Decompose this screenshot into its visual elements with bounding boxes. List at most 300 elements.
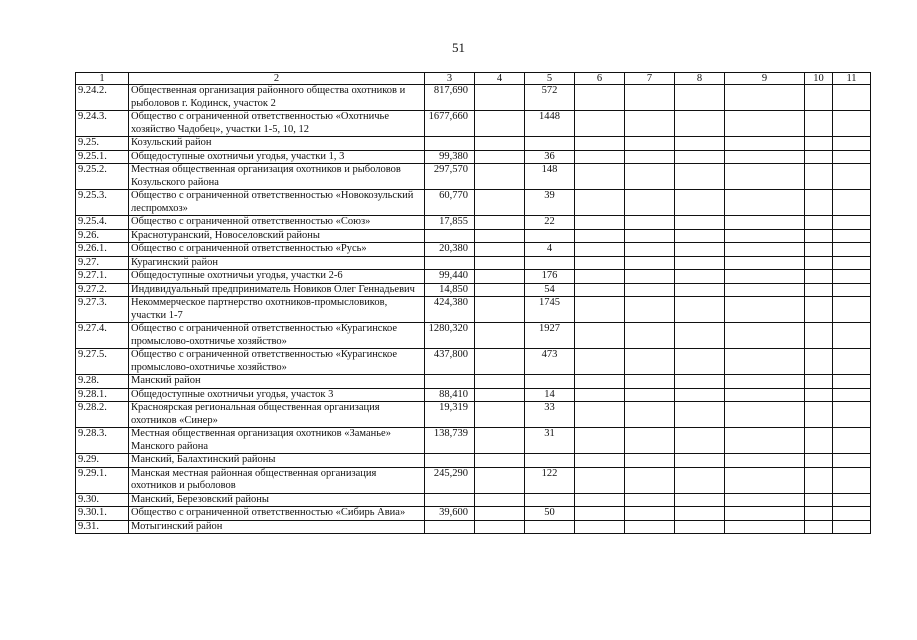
empty-cell xyxy=(725,375,805,389)
empty-cell xyxy=(833,375,871,389)
row-code-cell: 9.25. xyxy=(76,137,129,151)
row-count-cell xyxy=(525,137,575,151)
empty-cell xyxy=(575,137,625,151)
table-body xyxy=(76,85,871,534)
row-name-cell: Общество с ограниченной ответственностью «Курагинское промыслово-охотничье хозяйство» xyxy=(129,349,425,375)
empty-cell xyxy=(805,349,833,375)
row-count-cell: 50 xyxy=(525,507,575,521)
row-count-cell: 39 xyxy=(525,190,575,216)
empty-cell xyxy=(675,283,725,297)
row-name-cell: Общество с ограниченной ответственностью «Союз» xyxy=(129,216,425,230)
row-name-cell: Местная общественная организация охотников «Заманье» Манского района xyxy=(129,428,425,454)
column-header: 5 xyxy=(525,73,575,85)
row-name-cell: Общество с ограниченной ответственностью «Охотничье хозяйство Чадобец», участки 1-5, 10, 12 xyxy=(129,111,425,137)
empty-cell xyxy=(833,388,871,402)
row-code-cell: 9.30. xyxy=(76,493,129,507)
row-code-cell: 9.25.3. xyxy=(76,190,129,216)
empty-cell xyxy=(475,493,525,507)
empty-cell xyxy=(833,428,871,454)
empty-cell xyxy=(675,229,725,243)
empty-cell xyxy=(475,467,525,493)
empty-cell xyxy=(575,164,625,190)
empty-cell xyxy=(625,243,675,257)
row-count-cell: 1745 xyxy=(525,297,575,323)
empty-cell xyxy=(575,467,625,493)
row-count-cell xyxy=(525,493,575,507)
hunting-grounds-table xyxy=(75,72,871,534)
column-header: 9 xyxy=(725,73,805,85)
empty-cell xyxy=(805,375,833,389)
empty-cell xyxy=(833,216,871,230)
row-name-cell: Краснотуранский, Новоселовский районы xyxy=(129,229,425,243)
empty-cell xyxy=(805,243,833,257)
table-row xyxy=(76,375,871,389)
row-name-cell: Общедоступные охотничьи угодья, участки 2-6 xyxy=(129,270,425,284)
row-area-cell: 17,855 xyxy=(425,216,475,230)
empty-cell xyxy=(625,507,675,521)
table-row xyxy=(76,428,871,454)
table-row xyxy=(76,297,871,323)
empty-cell xyxy=(625,270,675,284)
row-code-cell: 9.27.2. xyxy=(76,283,129,297)
empty-cell xyxy=(725,428,805,454)
empty-cell xyxy=(575,520,625,534)
empty-cell xyxy=(625,111,675,137)
row-name-cell: Мотыгинский район xyxy=(129,520,425,534)
row-area-cell: 20,380 xyxy=(425,243,475,257)
table-row xyxy=(76,388,871,402)
empty-cell xyxy=(675,150,725,164)
empty-cell xyxy=(725,216,805,230)
empty-cell xyxy=(625,150,675,164)
empty-cell xyxy=(675,111,725,137)
row-count-cell: 31 xyxy=(525,428,575,454)
row-area-cell: 138,739 xyxy=(425,428,475,454)
header-row xyxy=(76,73,871,85)
row-code-cell: 9.27.1. xyxy=(76,270,129,284)
row-area-cell: 1677,660 xyxy=(425,111,475,137)
empty-cell xyxy=(625,229,675,243)
empty-cell xyxy=(833,270,871,284)
table-row xyxy=(76,85,871,111)
row-count-cell xyxy=(525,520,575,534)
empty-cell xyxy=(475,375,525,389)
empty-cell xyxy=(475,229,525,243)
column-header: 4 xyxy=(475,73,525,85)
empty-cell xyxy=(625,428,675,454)
empty-cell xyxy=(833,402,871,428)
row-name-cell: Индивидуальный предприниматель Новиков Олег Геннадьевич xyxy=(129,283,425,297)
row-code-cell: 9.29. xyxy=(76,454,129,468)
row-code-cell: 9.30.1. xyxy=(76,507,129,521)
empty-cell xyxy=(725,164,805,190)
empty-cell xyxy=(833,164,871,190)
empty-cell xyxy=(575,229,625,243)
row-name-cell: Манский район xyxy=(129,375,425,389)
table-row xyxy=(76,150,871,164)
table-row xyxy=(76,229,871,243)
empty-cell xyxy=(625,493,675,507)
empty-cell xyxy=(625,467,675,493)
empty-cell xyxy=(805,85,833,111)
empty-cell xyxy=(625,256,675,270)
empty-cell xyxy=(675,323,725,349)
empty-cell xyxy=(805,388,833,402)
table-row xyxy=(76,190,871,216)
table-row xyxy=(76,111,871,137)
empty-cell xyxy=(725,137,805,151)
empty-cell xyxy=(725,270,805,284)
empty-cell xyxy=(805,520,833,534)
empty-cell xyxy=(575,428,625,454)
empty-cell xyxy=(725,243,805,257)
row-count-cell: 1448 xyxy=(525,111,575,137)
empty-cell xyxy=(475,216,525,230)
row-code-cell: 9.31. xyxy=(76,520,129,534)
empty-cell xyxy=(575,283,625,297)
empty-cell xyxy=(625,388,675,402)
table-row xyxy=(76,283,871,297)
row-count-cell: 14 xyxy=(525,388,575,402)
row-name-cell: Общедоступные охотничьи угодья, участок 3 xyxy=(129,388,425,402)
empty-cell xyxy=(575,243,625,257)
empty-cell xyxy=(625,164,675,190)
empty-cell xyxy=(475,190,525,216)
row-name-cell: Общество с ограниченной ответственностью «Русь» xyxy=(129,243,425,257)
row-name-cell: Некоммерческое партнерство охотников-промысловиков, участки 1-7 xyxy=(129,297,425,323)
empty-cell xyxy=(833,507,871,521)
table-row xyxy=(76,349,871,375)
empty-cell xyxy=(475,454,525,468)
row-name-cell: Общество с ограниченной ответственностью «Курагинское промыслово-охотничье хозяйство» xyxy=(129,323,425,349)
row-code-cell: 9.27.3. xyxy=(76,297,129,323)
row-count-cell: 148 xyxy=(525,164,575,190)
empty-cell xyxy=(625,375,675,389)
row-count-cell xyxy=(525,229,575,243)
empty-cell xyxy=(805,467,833,493)
empty-cell xyxy=(475,164,525,190)
row-count-cell xyxy=(525,256,575,270)
row-area-cell: 437,800 xyxy=(425,349,475,375)
table-row xyxy=(76,520,871,534)
column-header: 10 xyxy=(805,73,833,85)
empty-cell xyxy=(805,256,833,270)
column-header: 11 xyxy=(833,73,871,85)
empty-cell xyxy=(475,323,525,349)
table-row xyxy=(76,507,871,521)
empty-cell xyxy=(833,229,871,243)
empty-cell xyxy=(625,349,675,375)
row-name-cell: Общедоступные охотничьи угодья, участки 1, 3 xyxy=(129,150,425,164)
empty-cell xyxy=(833,137,871,151)
table-row xyxy=(76,243,871,257)
empty-cell xyxy=(625,297,675,323)
row-area-cell: 424,380 xyxy=(425,297,475,323)
empty-cell xyxy=(575,349,625,375)
row-name-cell: Манская местная районная общественная организация охотников и рыболовов xyxy=(129,467,425,493)
row-name-cell: Общественная организация районного общества охотников и рыболовов г. Кодинск, участок 2 xyxy=(129,85,425,111)
row-name-cell: Красноярская региональная общественная организация охотников «Синер» xyxy=(129,402,425,428)
row-area-cell: 39,600 xyxy=(425,507,475,521)
row-code-cell: 9.25.2. xyxy=(76,164,129,190)
empty-cell xyxy=(625,190,675,216)
row-count-cell: 473 xyxy=(525,349,575,375)
row-code-cell: 9.29.1. xyxy=(76,467,129,493)
empty-cell xyxy=(805,164,833,190)
empty-cell xyxy=(725,297,805,323)
row-area-cell xyxy=(425,520,475,534)
column-header: 8 xyxy=(675,73,725,85)
empty-cell xyxy=(625,520,675,534)
empty-cell xyxy=(725,256,805,270)
row-code-cell: 9.25.1. xyxy=(76,150,129,164)
empty-cell xyxy=(625,137,675,151)
column-header: 7 xyxy=(625,73,675,85)
empty-cell xyxy=(675,454,725,468)
empty-cell xyxy=(805,111,833,137)
empty-cell xyxy=(625,283,675,297)
row-count-cell xyxy=(525,454,575,468)
empty-cell xyxy=(575,388,625,402)
empty-cell xyxy=(575,150,625,164)
empty-cell xyxy=(575,297,625,323)
empty-cell xyxy=(575,85,625,111)
row-name-cell: Общество с ограниченной ответственностью «Новокозульский леспромхоз» xyxy=(129,190,425,216)
empty-cell xyxy=(833,111,871,137)
empty-cell xyxy=(575,493,625,507)
row-area-cell: 99,440 xyxy=(425,270,475,284)
row-name-cell: Манский, Балахтинский районы xyxy=(129,454,425,468)
empty-cell xyxy=(805,283,833,297)
row-area-cell: 1280,320 xyxy=(425,323,475,349)
table-row xyxy=(76,467,871,493)
row-name-cell: Козульский район xyxy=(129,137,425,151)
empty-cell xyxy=(833,323,871,349)
empty-cell xyxy=(575,190,625,216)
row-code-cell: 9.27.4. xyxy=(76,323,129,349)
empty-cell xyxy=(475,402,525,428)
row-count-cell xyxy=(525,375,575,389)
row-name-cell: Манский, Березовский районы xyxy=(129,493,425,507)
row-code-cell: 9.28.3. xyxy=(76,428,129,454)
empty-cell xyxy=(675,137,725,151)
empty-cell xyxy=(805,297,833,323)
empty-cell xyxy=(575,402,625,428)
row-code-cell: 9.28.2. xyxy=(76,402,129,428)
page-number: 51 xyxy=(452,40,465,55)
table-row xyxy=(76,454,871,468)
empty-cell xyxy=(833,243,871,257)
empty-cell xyxy=(805,229,833,243)
row-code-cell: 9.25.4. xyxy=(76,216,129,230)
empty-cell xyxy=(725,467,805,493)
empty-cell xyxy=(575,375,625,389)
empty-cell xyxy=(625,454,675,468)
empty-cell xyxy=(675,507,725,521)
row-area-cell: 297,570 xyxy=(425,164,475,190)
row-name-cell: Общество с ограниченной ответственностью «Сибирь Авиа» xyxy=(129,507,425,521)
row-count-cell: 1927 xyxy=(525,323,575,349)
empty-cell xyxy=(833,256,871,270)
row-code-cell: 9.27.5. xyxy=(76,349,129,375)
empty-cell xyxy=(625,323,675,349)
empty-cell xyxy=(675,216,725,230)
empty-cell xyxy=(475,150,525,164)
empty-cell xyxy=(805,493,833,507)
row-code-cell: 9.24.2. xyxy=(76,85,129,111)
empty-cell xyxy=(475,388,525,402)
row-count-cell: 4 xyxy=(525,243,575,257)
table-row xyxy=(76,164,871,190)
empty-cell xyxy=(833,85,871,111)
empty-cell xyxy=(675,270,725,284)
empty-cell xyxy=(805,323,833,349)
empty-cell xyxy=(675,402,725,428)
empty-cell xyxy=(833,150,871,164)
empty-cell xyxy=(475,256,525,270)
empty-cell xyxy=(833,283,871,297)
empty-cell xyxy=(575,507,625,521)
empty-cell xyxy=(725,349,805,375)
row-area-cell: 245,290 xyxy=(425,467,475,493)
empty-cell xyxy=(833,454,871,468)
empty-cell xyxy=(475,520,525,534)
row-code-cell: 9.27. xyxy=(76,256,129,270)
empty-cell xyxy=(475,85,525,111)
empty-cell xyxy=(475,243,525,257)
row-area-cell xyxy=(425,493,475,507)
empty-cell xyxy=(805,402,833,428)
table-row xyxy=(76,402,871,428)
row-area-cell: 60,770 xyxy=(425,190,475,216)
row-name-cell: Курагинский район xyxy=(129,256,425,270)
empty-cell xyxy=(675,493,725,507)
empty-cell xyxy=(575,216,625,230)
empty-cell xyxy=(725,454,805,468)
empty-cell xyxy=(833,297,871,323)
empty-cell xyxy=(725,150,805,164)
hunting-grounds-table-container xyxy=(75,72,870,534)
table-row xyxy=(76,270,871,284)
row-area-cell xyxy=(425,229,475,243)
row-code-cell: 9.28.1. xyxy=(76,388,129,402)
empty-cell xyxy=(805,507,833,521)
empty-cell xyxy=(833,349,871,375)
row-area-cell: 88,410 xyxy=(425,388,475,402)
row-area-cell xyxy=(425,137,475,151)
empty-cell xyxy=(725,85,805,111)
empty-cell xyxy=(575,270,625,284)
empty-cell xyxy=(575,323,625,349)
empty-cell xyxy=(475,507,525,521)
table-row xyxy=(76,216,871,230)
empty-cell xyxy=(805,190,833,216)
empty-cell xyxy=(725,283,805,297)
row-count-cell: 36 xyxy=(525,150,575,164)
empty-cell xyxy=(625,85,675,111)
empty-cell xyxy=(805,216,833,230)
row-code-cell: 9.26. xyxy=(76,229,129,243)
empty-cell xyxy=(675,428,725,454)
empty-cell xyxy=(725,520,805,534)
empty-cell xyxy=(675,349,725,375)
column-header: 1 xyxy=(76,73,129,85)
row-area-cell: 14,850 xyxy=(425,283,475,297)
row-code-cell: 9.24.3. xyxy=(76,111,129,137)
empty-cell xyxy=(805,150,833,164)
empty-cell xyxy=(833,467,871,493)
table-row xyxy=(76,137,871,151)
empty-cell xyxy=(725,388,805,402)
row-count-cell: 54 xyxy=(525,283,575,297)
empty-cell xyxy=(725,190,805,216)
row-area-cell: 99,380 xyxy=(425,150,475,164)
empty-cell xyxy=(833,520,871,534)
empty-cell xyxy=(805,270,833,284)
table-row xyxy=(76,493,871,507)
row-code-cell: 9.26.1. xyxy=(76,243,129,257)
empty-cell xyxy=(675,164,725,190)
row-count-cell: 122 xyxy=(525,467,575,493)
table-row xyxy=(76,323,871,349)
empty-cell xyxy=(475,270,525,284)
row-area-cell: 19,319 xyxy=(425,402,475,428)
empty-cell xyxy=(675,388,725,402)
empty-cell xyxy=(833,493,871,507)
empty-cell xyxy=(725,507,805,521)
row-count-cell: 22 xyxy=(525,216,575,230)
row-area-cell xyxy=(425,454,475,468)
row-name-cell: Местная общественная организация охотников и рыболовов Козульского района xyxy=(129,164,425,190)
empty-cell xyxy=(805,428,833,454)
empty-cell xyxy=(725,323,805,349)
empty-cell xyxy=(625,216,675,230)
row-count-cell: 572 xyxy=(525,85,575,111)
table-row xyxy=(76,256,871,270)
empty-cell xyxy=(805,137,833,151)
empty-cell xyxy=(725,493,805,507)
empty-cell xyxy=(675,375,725,389)
empty-cell xyxy=(725,229,805,243)
empty-cell xyxy=(475,111,525,137)
row-area-cell xyxy=(425,375,475,389)
empty-cell xyxy=(833,190,871,216)
empty-cell xyxy=(675,85,725,111)
empty-cell xyxy=(575,256,625,270)
empty-cell xyxy=(675,520,725,534)
empty-cell xyxy=(725,111,805,137)
empty-cell xyxy=(475,349,525,375)
empty-cell xyxy=(675,467,725,493)
empty-cell xyxy=(575,111,625,137)
empty-cell xyxy=(475,137,525,151)
empty-cell xyxy=(675,190,725,216)
row-count-cell: 176 xyxy=(525,270,575,284)
empty-cell xyxy=(675,243,725,257)
empty-cell xyxy=(625,402,675,428)
empty-cell xyxy=(725,402,805,428)
empty-cell xyxy=(675,256,725,270)
row-count-cell: 33 xyxy=(525,402,575,428)
empty-cell xyxy=(475,428,525,454)
column-header: 3 xyxy=(425,73,475,85)
empty-cell xyxy=(475,283,525,297)
empty-cell xyxy=(475,297,525,323)
row-code-cell: 9.28. xyxy=(76,375,129,389)
column-header: 2 xyxy=(129,73,425,85)
empty-cell xyxy=(805,454,833,468)
column-header: 6 xyxy=(575,73,625,85)
